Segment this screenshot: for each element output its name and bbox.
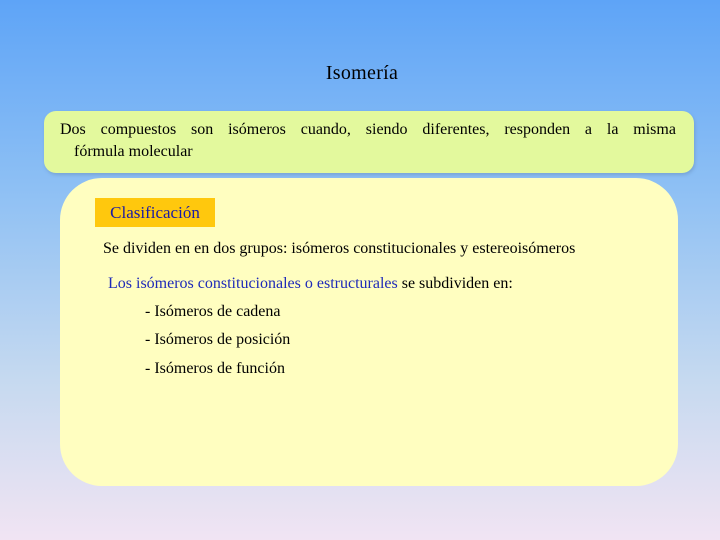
slide-title: Isomería (325, 62, 399, 84)
definition-line-1 (60, 119, 676, 141)
definition-word: responden (504, 121, 571, 138)
definition-word: compuestos (100, 121, 177, 138)
definition-word: diferentes, (422, 121, 490, 138)
definition-word: la (606, 121, 619, 138)
subdivision-text (108, 275, 513, 293)
definition-word: son (191, 121, 214, 138)
list-item-position: - Isómeros de posición (145, 331, 291, 348)
definition-word: cuando, (300, 121, 351, 138)
definition-word: a (584, 121, 593, 138)
groups-text: Se dividen en en dos grupos: isómeros constitucionales y estereoisómeros (103, 240, 576, 257)
definition-word: Dos (60, 121, 86, 138)
definition-word: siendo (365, 121, 408, 138)
definition-word: isómeros (228, 121, 286, 138)
definition-box (44, 111, 694, 173)
list-item-function: - Isómeros de función (145, 360, 285, 377)
list-item-chain: - Isómeros de cadena (145, 303, 281, 320)
definition-line-2: fórmula molecular (74, 143, 193, 160)
subdivision-highlight: Los isómeros constitucionales o estructurales (108, 275, 398, 292)
classification-label: Clasificación (95, 198, 215, 227)
definition-word: misma (633, 121, 676, 138)
subdivision-rest: se subdividen en: (397, 275, 513, 292)
